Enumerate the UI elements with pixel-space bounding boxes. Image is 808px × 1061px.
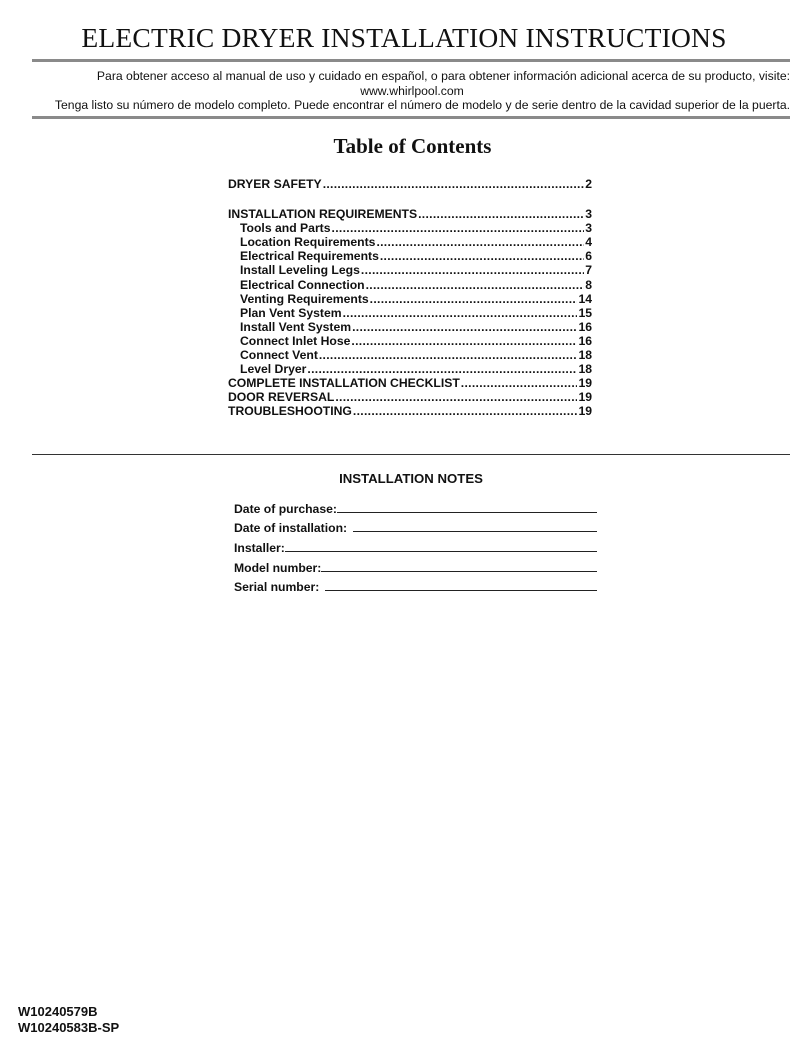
- toc-entry-install-vent-system[interactable]: Install Vent System ..... 16: [228, 320, 592, 334]
- toc-entry-dryer-safety[interactable]: DRYER SAFETY ..... 2: [228, 177, 592, 191]
- toc-entry-install-leveling-legs[interactable]: Install Leveling Legs ..... 7: [228, 263, 592, 277]
- serial-number-field: Serial number:: [234, 575, 597, 595]
- toc-entry-venting-requirements[interactable]: Venting Requirements ..... 14: [228, 292, 592, 306]
- toc-entry-connect-vent[interactable]: Connect Vent ..... 18: [228, 348, 592, 362]
- toc-entry-door-reversal[interactable]: DOOR REVERSAL ..... 19: [228, 390, 592, 404]
- document-codes: [18, 1004, 119, 1036]
- toc-entry-electrical-connection[interactable]: Electrical Connection ..... 8: [228, 278, 592, 292]
- installer-field: Installer:: [234, 535, 597, 555]
- document-code-primary: W10240579B: [18, 1004, 98, 1019]
- top-divider: [32, 59, 790, 62]
- notes-divider: [32, 454, 790, 455]
- installation-notes-form: [234, 496, 597, 594]
- date-of-installation-field: Date of installation:: [234, 516, 597, 536]
- header-divider: [32, 116, 790, 119]
- toc-entry-level-dryer[interactable]: Level Dryer ..... 18: [228, 362, 592, 376]
- toc-entry-troubleshooting[interactable]: TROUBLESHOOTING ..... 19: [228, 404, 592, 418]
- toc-entry-connect-inlet-hose[interactable]: Connect Inlet Hose ..... 16: [228, 334, 592, 348]
- spanish-manual-notice: Para obtener acceso al manual de uso y cuidado en español, o para obtener información adicional acerca de su producto, visite:: [96, 69, 790, 83]
- model-number-notice: Tenga listo su número de modelo completo. Puede encontrar el número de modelo y de serie dentro de la cavidad superior de la puerta.: [54, 98, 790, 112]
- document-code-spanish: W10240583B-SP: [18, 1020, 120, 1035]
- installer-blank: [285, 551, 597, 552]
- toc-title: Table of Contents: [333, 134, 492, 158]
- model-number-blank: [321, 571, 597, 572]
- website-link[interactable]: www.whirlpool.com: [360, 84, 464, 98]
- date-of-purchase-field: Date of purchase:: [234, 496, 597, 516]
- toc-entry-electrical-requirements[interactable]: Electrical Requirements ..... 6: [228, 249, 592, 263]
- toc-entry-complete-installation-checklist[interactable]: COMPLETE INSTALLATION CHECKLIST ..... 19: [228, 376, 592, 390]
- toc-entry-installation-requirements[interactable]: INSTALLATION REQUIREMENTS ..... 3: [228, 207, 592, 221]
- model-number-field: Model number:: [234, 555, 597, 575]
- toc-entry-plan-vent-system[interactable]: Plan Vent System ..... 15: [228, 306, 592, 320]
- date-of-installation-blank: [353, 531, 597, 532]
- date-of-purchase-blank: [337, 512, 597, 513]
- toc-entry-location-requirements[interactable]: Location Requirements ..... 4: [228, 235, 592, 249]
- document-title: ELECTRIC DRYER INSTALLATION INSTRUCTIONS: [81, 22, 727, 53]
- table-of-contents: [228, 177, 592, 419]
- installation-notes-title: INSTALLATION NOTES: [339, 471, 483, 486]
- serial-number-blank: [325, 590, 597, 591]
- toc-entry-tools-and-parts[interactable]: Tools and Parts ..... 3: [228, 221, 592, 235]
